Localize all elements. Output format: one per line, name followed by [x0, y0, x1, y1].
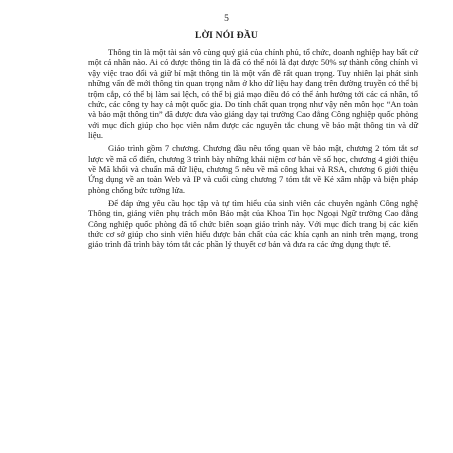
paragraph-intro: Thông tin là một tài sản vô cùng quý giá của chính phủ, tổ chức, doanh nghiệp hay bất cứ một cá nhân nào. Ai có được thông tin là đã có thể nói là đạt được 50% sự thành công chính vì vậy việc trao đổi và giữ bí mật thông tin là một vấn đề rất quan trọng. Tuy nhiên lại phát sinh những vấn đề mới thông tin quan trọng nằm ở kho dữ liệu hay đang trên đường truyền có thể bị trộm cắp, có thể bị làm sai lệch, có thể bị giả mạo điều đó có thể ảnh hưởng tới các cá nhân, tổ chức, các công ty hay cả một quốc gia. Do tính chất quan trọng như vậy nên môn học “An toàn và bảo mật thông tin” đã được đưa vào giảng dạy tại trường Cao đẳng Công nghiệp quốc phòng với mục đích giúp cho học viên nắm được các nguyên tắc chung về bảo mật thông tin và dữ liệu.	[88, 47, 418, 141]
document-body	[88, 47, 418, 252]
paragraph-purpose: Để đáp ứng yêu cầu học tập và tự tìm hiểu của sinh viên các chuyên ngành Công nghệ Thông tin, giảng viên phụ trách môn Bảo mật của Khoa Tin học Ngoại Ngữ trường Cao đẳng Công nghiệp quốc phòng đã tổ chức biên soạn giáo trình này. Với mục đích trang bị các kiến thức cơ sở giúp cho sinh viên hiểu được bản chất của các khía cạnh an ninh trên mạng, trong giáo trình đã trình bày tóm tắt các phần lý thuyết cơ bản và đưa ra các ứng dụng thực tế.	[88, 197, 418, 250]
page-number: 5	[224, 14, 229, 24]
paragraph-chapters: Giáo trình gồm 7 chương. Chương đầu nêu tổng quan về bảo mật, chương 2 tóm tắt sơ lược về mã cổ điển, chương 3 trình bày những khái niệm cơ bản về số học, chương 4 giới thiệu về Mã khối và chuẩn mã dữ liệu, chương 5 nêu về mã công khai và RSA, chương 6 giới thiệu Ứng dụng về an toàn Web và IP và cuối cùng chương 7 tóm tắt về Kẻ xâm nhập và biện pháp phòng chống bức tường lửa.	[88, 143, 418, 195]
page-title: LỜI NÓI ĐẦU	[195, 31, 258, 41]
